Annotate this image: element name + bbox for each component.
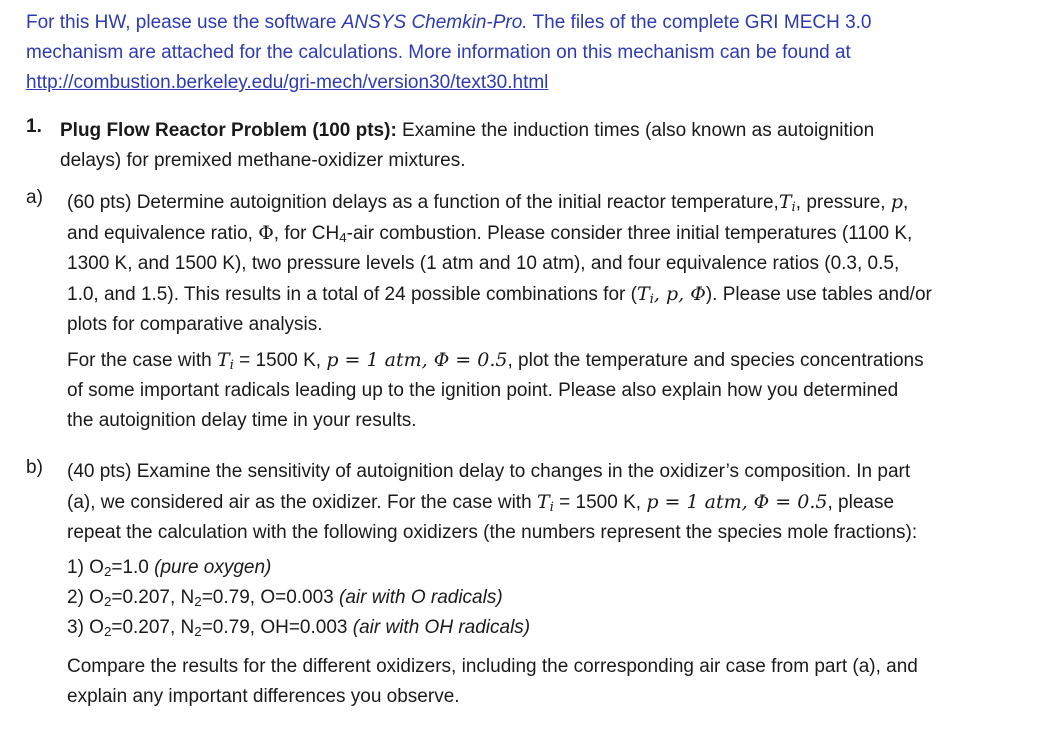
text: 1) O — [67, 557, 104, 578]
subscript: 2 — [103, 594, 112, 609]
text: 3) O — [67, 617, 104, 638]
part-b-compare-paragraph — [67, 652, 1027, 712]
subscript: 2 — [194, 594, 202, 609]
text: explain any important differences you observe. — [67, 686, 460, 707]
text: =1.0 — [111, 557, 155, 578]
problem-title: Plug Flow Reactor Problem (100 pts): — [60, 120, 397, 141]
text: -air combustion. Please consider three initial temperatures (1100 K, — [346, 223, 913, 244]
part-a-label: a) — [26, 187, 43, 208]
text: =0.79, OH=0.003 — [201, 617, 353, 638]
text: plots for comparative analysis. — [67, 314, 323, 335]
text: =0.79, O=0.003 — [201, 587, 340, 608]
math-sub: i — [549, 500, 554, 515]
text: (a), we considered air as the oxidizer. For the case with — [67, 492, 537, 513]
oxidizer-item-2 — [67, 583, 1027, 613]
math-T: T — [536, 491, 550, 513]
text: repeat the calculation with the following oxidizers (the numbers represent the species mole fractions): — [67, 522, 918, 543]
text: 1.0, and 1.5). This results in a total of 24 possible combinations for ( — [67, 284, 637, 305]
text: , plot the temperature and species concentrations — [507, 350, 924, 371]
intro-line-1 — [26, 8, 1026, 38]
software-name: ANSYS Chemkin-Pro. — [341, 12, 528, 33]
text: 2) O — [67, 587, 104, 608]
math-sub: i — [649, 292, 654, 307]
text: , for CH — [273, 223, 340, 244]
text: and equivalence ratio, — [67, 223, 259, 244]
oxidizer-item-3 — [67, 613, 1027, 643]
text: of some important radicals leading up to the ignition point. Please also explain how you determined — [67, 380, 899, 401]
intro-line-3 — [26, 68, 1026, 98]
problem-text: Examine the induction times (also known as autoignition — [396, 120, 875, 141]
math-T: T — [216, 349, 230, 371]
oxidizer-note: (air with OH radicals) — [352, 617, 531, 638]
text: , please — [827, 492, 895, 513]
text: (60 pts) Determine autoignition delays as a function of the initial reactor temperature, — [67, 192, 779, 213]
math-phi: Φ — [258, 222, 274, 244]
math-expr: , p, Φ — [653, 283, 706, 305]
text: =0.207, N — [111, 587, 195, 608]
text: For the case with — [67, 350, 217, 371]
intro-paragraph — [26, 8, 1026, 98]
math-sub: i — [791, 200, 796, 215]
subscript: 2 — [103, 564, 112, 579]
problem-text: delays) for premixed methane-oxidizer mixtures. — [60, 150, 466, 171]
text: , pressure, — [795, 192, 891, 213]
oxidizer-note: (pure oxygen) — [154, 557, 272, 578]
oxidizer-list — [67, 553, 1027, 643]
math-expr: p = 1 atm, Φ = 0.5 — [326, 349, 508, 371]
text: =0.207, N — [111, 617, 195, 638]
math-p: p — [890, 191, 903, 213]
problem-1-heading — [60, 116, 1020, 176]
text: the autoignition delay time in your results. — [67, 410, 417, 431]
part-a-case-paragraph — [67, 345, 1027, 436]
text: ). Please use tables and/or — [705, 284, 932, 305]
text: = 1500 K, — [233, 350, 327, 371]
gri-mech-link[interactable]: http://combustion.berkeley.edu/gri-mech/version30/text30.html — [26, 72, 549, 93]
subscript: 4 — [339, 230, 347, 245]
subscript: 2 — [103, 624, 112, 639]
problem-number: 1. — [26, 116, 42, 137]
oxidizer-note: (air with O radicals) — [339, 587, 503, 608]
math-expr: p = 1 atm, Φ = 0.5 — [646, 491, 828, 513]
intro-line-2: mechanism are attached for the calculations. More information on this mechanism can be found at — [26, 42, 851, 63]
math-T: T — [636, 283, 650, 305]
text: Compare the results for the different oxidizers, including the corresponding air case from part (a), and — [67, 656, 918, 677]
intro-text: The files of the complete GRI MECH 3.0 — [527, 12, 872, 33]
text: (40 pts) Examine the sensitivity of autoignition delay to changes in the oxidizer’s composition. In part — [67, 461, 911, 482]
oxidizer-item-1 — [67, 553, 1027, 583]
text: , — [903, 192, 909, 213]
part-a-body — [67, 187, 1027, 340]
part-b-body — [67, 457, 1027, 548]
text: 1300 K, and 1500 K), two pressure levels (1 atm and 10 atm), and four equivalence ratios (0.3, 0.5, — [67, 253, 900, 274]
text: = 1500 K, — [553, 492, 647, 513]
part-b-label: b) — [26, 457, 43, 478]
math-sub: i — [229, 358, 234, 373]
subscript: 2 — [194, 624, 202, 639]
intro-text: For this HW, please use the software — [26, 12, 342, 33]
math-T: T — [778, 191, 792, 213]
